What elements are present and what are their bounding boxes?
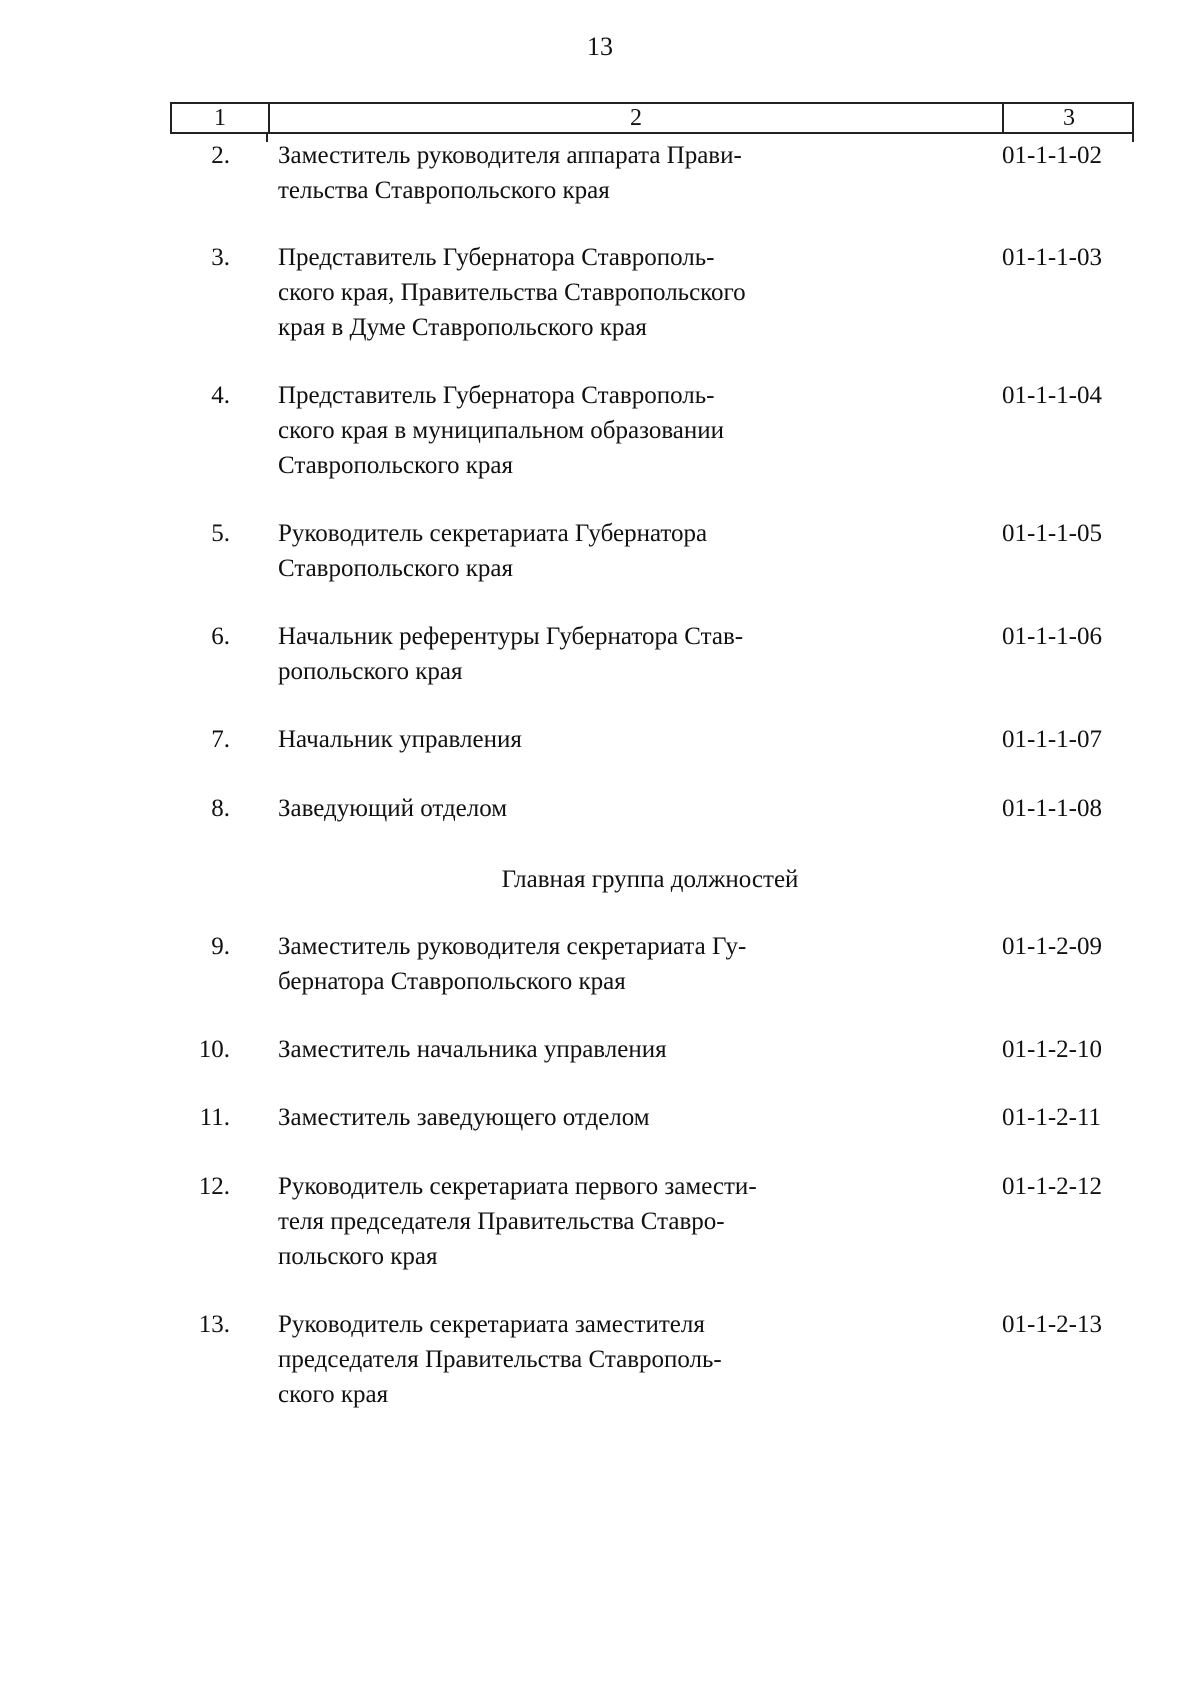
table-header-col-2: 2 [268,104,1004,132]
row-title: Заместитель руководителя секретариата Гу- бернатора Ставропольского края [278,933,747,995]
row-code: 01-1-2-10 [1002,1036,1102,1063]
row-number: 13. [198,1311,230,1338]
row-code: 01-1-1-07 [1002,726,1102,753]
row-number: 11. [199,1104,230,1131]
table-header-row [170,102,1134,134]
row-title: Представитель Губернатора Ставрополь- ского края в муниципальном образовании Ставропольского края [278,382,725,479]
row-title: Представитель Губернатора Ставрополь- ского края, Правительства Ставропольского края в Думе Ставропольского края [278,244,746,341]
row-code: 01-1-1-04 [1002,382,1102,409]
row-number: 9. [211,933,230,960]
row-title: Начальник референтуры Губернатора Став- ропольского края [278,623,744,685]
row-number: 2. [211,142,230,169]
row-title: Заведующий отделом [278,795,508,822]
row-number: 10. [198,1036,230,1063]
page-number: 13 [587,32,613,61]
group-heading: Главная группа должностей [501,866,799,893]
row-number: 6. [211,623,230,650]
row-title: Заместитель начальника управления [278,1036,667,1063]
row-number: 12. [198,1173,230,1200]
row-title: Руководитель секретариата первого замести- теля председателя Правительства Ставро- польского края [278,1173,757,1270]
table-header-col-3: 3 [1063,105,1075,131]
row-number: 7. [211,726,230,753]
row-code: 01-1-1-06 [1002,623,1102,650]
row-code: 01-1-1-02 [1002,142,1102,169]
row-code: 01-1-2-09 [1002,933,1102,960]
row-code: 01-1-1-08 [1002,795,1102,822]
row-code: 01-1-1-05 [1002,520,1102,547]
table-header-col-1: 1 [214,105,226,131]
row-title: Руководитель секретариата Губернатора Ставропольского края [278,520,708,582]
row-number: 5. [211,520,230,547]
row-code: 01-1-2-11 [1002,1104,1102,1131]
row-title: Заместитель заведующего отделом [278,1104,650,1131]
row-number: 4. [211,382,230,409]
row-number: 3. [211,244,230,271]
row-code: 01-1-1-03 [1002,244,1102,271]
row-title: Руководитель секретариата заместителя председателя Правительства Ставрополь- ского края [278,1311,722,1408]
row-code: 01-1-2-13 [1002,1311,1102,1338]
row-code: 01-1-2-12 [1002,1173,1102,1200]
column-divider-right-stub [1132,132,1134,142]
column-divider-left-stub [266,132,268,142]
row-number: 8. [211,795,230,822]
row-title: Начальник управления [278,726,522,753]
row-title: Заместитель руководителя аппарата Прави- тельства Ставропольского края [278,142,742,204]
